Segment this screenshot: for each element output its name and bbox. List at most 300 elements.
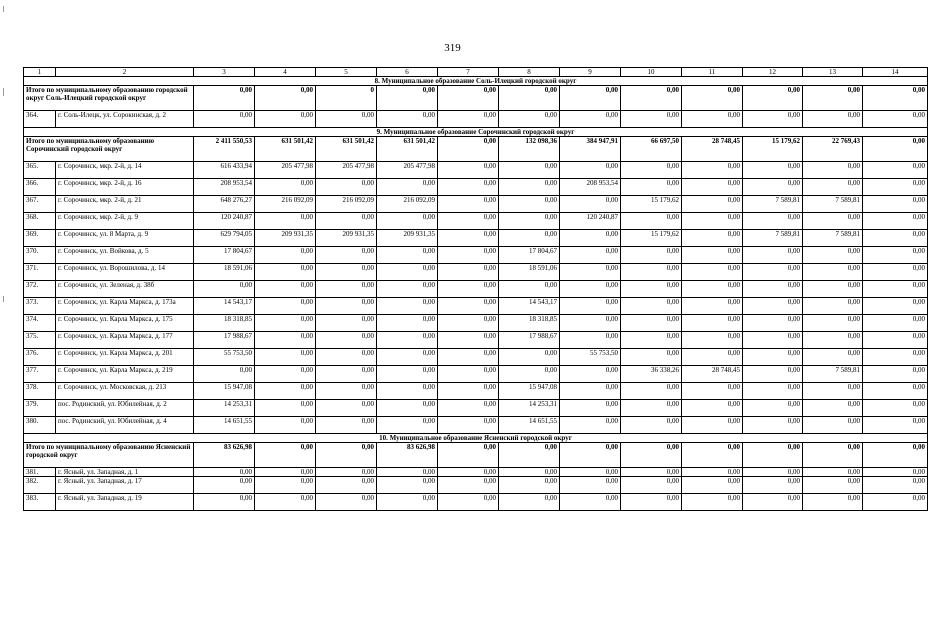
row-index: 364. xyxy=(24,111,56,128)
total-value: 2 411 550,53 xyxy=(194,137,255,162)
row-index: 372. xyxy=(24,281,56,298)
row-value: 0,00 xyxy=(863,383,928,400)
section-total-row xyxy=(24,137,928,162)
section-title: 9. Муниципальное образование Сорочинский городской округ xyxy=(24,128,928,137)
row-value: 0,00 xyxy=(863,196,928,213)
row-value: 0,00 xyxy=(803,494,863,511)
total-value: 15 179,62 xyxy=(743,137,803,162)
row-value: 0,00 xyxy=(438,111,499,128)
row-value: 0,00 xyxy=(743,162,803,179)
total-value: 0,00 xyxy=(682,86,743,111)
total-value: 0,00 xyxy=(255,86,316,111)
row-value: 0,00 xyxy=(560,315,621,332)
row-address: г. Ясный, ул. Западная, д. 19 xyxy=(56,494,194,511)
row-value: 0,00 xyxy=(621,315,682,332)
row-value: 0,00 xyxy=(743,477,803,494)
table-row xyxy=(24,477,928,494)
row-address: г. Сорочинск, ул. Карла Маркса, д. 177 xyxy=(56,332,194,349)
row-value: 0,00 xyxy=(743,315,803,332)
row-index: 375. xyxy=(24,332,56,349)
row-value: 7 589,81 xyxy=(803,196,863,213)
total-value: 0,00 xyxy=(621,443,682,468)
section-total-row xyxy=(24,443,928,468)
row-value: 0,00 xyxy=(863,213,928,230)
total-value: 28 748,45 xyxy=(682,137,743,162)
row-value: 0,00 xyxy=(255,281,316,298)
table-row xyxy=(24,468,928,477)
row-value: 0,00 xyxy=(621,477,682,494)
row-value: 0,00 xyxy=(499,162,560,179)
column-number: 3 xyxy=(194,68,255,77)
row-value: 0,00 xyxy=(560,477,621,494)
row-value: 0,00 xyxy=(621,298,682,315)
row-value: 0,00 xyxy=(377,332,438,349)
column-number-row xyxy=(24,68,928,77)
total-value: 0,00 xyxy=(438,137,499,162)
row-value: 0,00 xyxy=(682,468,743,477)
row-value: 0,00 xyxy=(621,332,682,349)
row-address: г. Сорочинск, мкр. 2-й, д. 21 xyxy=(56,196,194,213)
row-value: 0,00 xyxy=(682,315,743,332)
row-value: 0,00 xyxy=(682,332,743,349)
row-value: 0,00 xyxy=(438,417,499,434)
row-value: 0,00 xyxy=(682,477,743,494)
row-value: 17 804,67 xyxy=(194,247,255,264)
section-header-row xyxy=(24,434,928,443)
row-value: 0,00 xyxy=(316,417,377,434)
row-value: 0,00 xyxy=(438,349,499,366)
row-value: 15 179,62 xyxy=(621,196,682,213)
row-value: 0,00 xyxy=(377,477,438,494)
total-label: Итого по муниципальному образованию городской округ Соль-Илецкий городской округ xyxy=(24,86,194,111)
total-value: 83 626,98 xyxy=(377,443,438,468)
row-address: г. Ясный, ул. Западная, д. 1 xyxy=(56,468,194,477)
row-value: 0,00 xyxy=(743,298,803,315)
row-address: пос. Родинский, ул. Юбилейная, д. 2 xyxy=(56,400,194,417)
row-value: 0,00 xyxy=(255,400,316,417)
row-value: 216 092,09 xyxy=(255,196,316,213)
row-index: 376. xyxy=(24,349,56,366)
row-index: 378. xyxy=(24,383,56,400)
table-row xyxy=(24,196,928,213)
row-value: 0,00 xyxy=(803,468,863,477)
row-value: 0,00 xyxy=(803,417,863,434)
row-value: 0,00 xyxy=(682,281,743,298)
row-value: 0,00 xyxy=(316,468,377,477)
row-value: 0,00 xyxy=(743,494,803,511)
row-value: 0,00 xyxy=(316,366,377,383)
row-value: 7 589,81 xyxy=(803,366,863,383)
scan-margin-mark xyxy=(3,296,4,302)
row-value: 0,00 xyxy=(682,213,743,230)
row-value: 0,00 xyxy=(682,111,743,128)
row-value: 0,00 xyxy=(438,281,499,298)
row-index: 365. xyxy=(24,162,56,179)
row-value: 0,00 xyxy=(438,494,499,511)
row-address: г. Сорочинск, ул. Ворошилова, д. 14 xyxy=(56,264,194,281)
row-value: 0,00 xyxy=(377,315,438,332)
row-index: 366. xyxy=(24,179,56,196)
row-value: 14 253,31 xyxy=(194,400,255,417)
row-value: 0,00 xyxy=(377,349,438,366)
total-value: 0,00 xyxy=(621,86,682,111)
row-index: 370. xyxy=(24,247,56,264)
row-value: 0,00 xyxy=(316,494,377,511)
row-value: 0,00 xyxy=(682,349,743,366)
row-value: 0,00 xyxy=(682,162,743,179)
row-value: 0,00 xyxy=(316,247,377,264)
row-value: 0,00 xyxy=(194,494,255,511)
total-value: 0,00 xyxy=(194,86,255,111)
row-value: 0,00 xyxy=(863,400,928,417)
row-value: 0,00 xyxy=(803,349,863,366)
row-value: 0,00 xyxy=(316,111,377,128)
table-row xyxy=(24,417,928,434)
row-value: 0,00 xyxy=(621,400,682,417)
column-number: 8 xyxy=(499,68,560,77)
row-value: 0,00 xyxy=(803,332,863,349)
row-index: 382. xyxy=(24,477,56,494)
table-row xyxy=(24,111,928,128)
row-value: 0,00 xyxy=(743,281,803,298)
row-value: 0,00 xyxy=(255,494,316,511)
row-value: 0,00 xyxy=(682,494,743,511)
row-value: 0,00 xyxy=(803,383,863,400)
total-value: 0,00 xyxy=(682,443,743,468)
row-value: 0,00 xyxy=(863,111,928,128)
row-value: 0,00 xyxy=(377,400,438,417)
table-row xyxy=(24,247,928,264)
row-index: 368. xyxy=(24,213,56,230)
table-row xyxy=(24,383,928,400)
row-value: 17 804,67 xyxy=(499,247,560,264)
row-index: 381. xyxy=(24,468,56,477)
row-value: 0,00 xyxy=(743,417,803,434)
row-value: 0,00 xyxy=(682,196,743,213)
row-value: 18 591,06 xyxy=(499,264,560,281)
row-value: 0,00 xyxy=(560,247,621,264)
row-address: г. Соль-Илецк, ул. Сорокинская, д. 2 xyxy=(56,111,194,128)
total-value: 0 xyxy=(316,86,377,111)
table-row xyxy=(24,400,928,417)
total-label: Итого по муниципальному образованию Ясненский городской округ xyxy=(24,443,194,468)
table-row xyxy=(24,315,928,332)
row-value: 0,00 xyxy=(621,468,682,477)
row-value: 648 276,27 xyxy=(194,196,255,213)
row-value: 0,00 xyxy=(682,298,743,315)
total-value: 0,00 xyxy=(803,443,863,468)
row-value: 0,00 xyxy=(255,468,316,477)
row-value: 0,00 xyxy=(438,230,499,247)
column-number: 9 xyxy=(560,68,621,77)
section-title: 10. Муниципальное образование Ясненский городской округ xyxy=(24,434,928,443)
row-value: 209 931,35 xyxy=(255,230,316,247)
row-value: 0,00 xyxy=(438,477,499,494)
table-row xyxy=(24,162,928,179)
column-number: 10 xyxy=(621,68,682,77)
total-value: 132 098,36 xyxy=(499,137,560,162)
row-value: 0,00 xyxy=(255,417,316,434)
row-value: 208 953,54 xyxy=(560,179,621,196)
row-value: 0,00 xyxy=(863,264,928,281)
total-label: Итого по муниципальному образованию Сорочинский городской округ xyxy=(24,137,194,162)
row-value: 0,00 xyxy=(803,298,863,315)
row-value: 0,00 xyxy=(438,315,499,332)
total-value: 631 501,42 xyxy=(255,137,316,162)
row-value: 0,00 xyxy=(621,179,682,196)
row-value: 14 651,55 xyxy=(499,417,560,434)
row-value: 0,00 xyxy=(560,196,621,213)
row-value: 0,00 xyxy=(743,400,803,417)
row-value: 0,00 xyxy=(621,494,682,511)
row-value: 0,00 xyxy=(316,477,377,494)
row-value: 0,00 xyxy=(863,298,928,315)
row-value: 0,00 xyxy=(255,264,316,281)
row-value: 0,00 xyxy=(743,179,803,196)
total-value: 631 501,42 xyxy=(316,137,377,162)
row-value: 0,00 xyxy=(194,366,255,383)
row-value: 0,00 xyxy=(499,179,560,196)
column-number: 7 xyxy=(438,68,499,77)
row-value: 0,00 xyxy=(316,213,377,230)
row-address: г. Сорочинск, мкр. 2-й, д. 9 xyxy=(56,213,194,230)
total-value: 0,00 xyxy=(743,443,803,468)
row-value: 0,00 xyxy=(377,264,438,281)
column-number: 6 xyxy=(377,68,438,77)
row-value: 0,00 xyxy=(803,315,863,332)
row-value: 0,00 xyxy=(377,179,438,196)
row-value: 0,00 xyxy=(438,179,499,196)
row-value: 0,00 xyxy=(255,383,316,400)
row-value: 0,00 xyxy=(377,247,438,264)
row-value: 0,00 xyxy=(743,247,803,264)
row-value: 0,00 xyxy=(499,494,560,511)
row-value: 0,00 xyxy=(743,111,803,128)
row-value: 7 589,81 xyxy=(743,196,803,213)
row-index: 377. xyxy=(24,366,56,383)
row-address: г. Сорочинск, ул. Карла Маркса, д. 201 xyxy=(56,349,194,366)
row-value: 55 753,50 xyxy=(560,349,621,366)
table-row xyxy=(24,366,928,383)
row-address: г. Ясный, ул. Западная, д. 17 xyxy=(56,477,194,494)
row-address: г. Сорочинск, мкр. 2-й, д. 14 xyxy=(56,162,194,179)
total-value: 0,00 xyxy=(560,443,621,468)
row-value: 0,00 xyxy=(255,213,316,230)
row-value: 18 591,06 xyxy=(194,264,255,281)
column-number: 13 xyxy=(803,68,863,77)
row-value: 0,00 xyxy=(316,298,377,315)
total-value: 0,00 xyxy=(499,86,560,111)
row-value: 0,00 xyxy=(803,179,863,196)
row-index: 383. xyxy=(24,494,56,511)
row-value: 205 477,98 xyxy=(377,162,438,179)
total-value: 0,00 xyxy=(863,86,928,111)
table-row xyxy=(24,349,928,366)
row-value: 0,00 xyxy=(499,468,560,477)
row-value: 0,00 xyxy=(743,383,803,400)
row-value: 0,00 xyxy=(499,213,560,230)
table-row xyxy=(24,281,928,298)
row-value: 0,00 xyxy=(803,111,863,128)
row-address: пос. Родинский, ул. Юбилейная, д. 4 xyxy=(56,417,194,434)
row-value: 0,00 xyxy=(863,230,928,247)
row-value: 14 253,31 xyxy=(499,400,560,417)
scan-margin-mark xyxy=(3,88,4,96)
row-value: 0,00 xyxy=(863,366,928,383)
row-index: 369. xyxy=(24,230,56,247)
row-value: 0,00 xyxy=(803,400,863,417)
section-title: 8. Муниципальное образование Соль-Илецкий городской округ xyxy=(24,77,928,86)
row-value: 18 318,85 xyxy=(194,315,255,332)
row-value: 0,00 xyxy=(316,349,377,366)
column-number: 1 xyxy=(24,68,56,77)
row-value: 0,00 xyxy=(621,281,682,298)
section-header-row xyxy=(24,77,928,86)
row-value: 0,00 xyxy=(621,162,682,179)
row-value: 0,00 xyxy=(560,111,621,128)
row-value: 0,00 xyxy=(863,162,928,179)
row-address: г. Сорочинск, мкр. 2-й, д. 16 xyxy=(56,179,194,196)
row-value: 0,00 xyxy=(560,468,621,477)
row-address: г. Сорочинск, ул. Зеленая, д. 38б xyxy=(56,281,194,298)
row-value: 0,00 xyxy=(255,366,316,383)
row-value: 0,00 xyxy=(499,196,560,213)
row-value: 216 092,09 xyxy=(316,196,377,213)
row-value: 0,00 xyxy=(803,162,863,179)
row-value: 0,00 xyxy=(438,298,499,315)
budget-table xyxy=(23,67,928,511)
row-value: 0,00 xyxy=(255,315,316,332)
row-value: 120 240,87 xyxy=(560,213,621,230)
row-value: 0,00 xyxy=(499,477,560,494)
row-value: 0,00 xyxy=(803,213,863,230)
row-value: 0,00 xyxy=(682,230,743,247)
row-value: 0,00 xyxy=(743,366,803,383)
row-value: 0,00 xyxy=(194,477,255,494)
row-value: 0,00 xyxy=(438,213,499,230)
table-row xyxy=(24,230,928,247)
row-value: 0,00 xyxy=(499,281,560,298)
row-value: 0,00 xyxy=(194,468,255,477)
total-value: 384 947,91 xyxy=(560,137,621,162)
row-value: 0,00 xyxy=(316,315,377,332)
row-value: 0,00 xyxy=(743,213,803,230)
row-value: 0,00 xyxy=(560,494,621,511)
row-value: 0,00 xyxy=(621,213,682,230)
row-value: 0,00 xyxy=(438,196,499,213)
column-number: 11 xyxy=(682,68,743,77)
row-value: 0,00 xyxy=(803,264,863,281)
row-value: 0,00 xyxy=(255,332,316,349)
row-value: 0,00 xyxy=(803,247,863,264)
row-value: 0,00 xyxy=(255,477,316,494)
row-value: 0,00 xyxy=(377,383,438,400)
total-value: 0,00 xyxy=(377,86,438,111)
total-value: 83 626,98 xyxy=(194,443,255,468)
row-value: 0,00 xyxy=(316,264,377,281)
row-value: 0,00 xyxy=(863,477,928,494)
table-row xyxy=(24,213,928,230)
row-value: 0,00 xyxy=(621,349,682,366)
row-value: 0,00 xyxy=(377,111,438,128)
row-value: 0,00 xyxy=(316,281,377,298)
row-value: 0,00 xyxy=(863,494,928,511)
row-index: 367. xyxy=(24,196,56,213)
row-value: 7 589,81 xyxy=(743,230,803,247)
table-body xyxy=(24,68,928,511)
row-value: 0,00 xyxy=(682,400,743,417)
column-number: 5 xyxy=(316,68,377,77)
row-value: 0,00 xyxy=(682,179,743,196)
row-value: 0,00 xyxy=(560,281,621,298)
row-value: 0,00 xyxy=(438,400,499,417)
row-value: 0,00 xyxy=(743,332,803,349)
row-value: 209 931,35 xyxy=(377,230,438,247)
row-value: 0,00 xyxy=(377,213,438,230)
total-value: 0,00 xyxy=(499,443,560,468)
row-value: 629 794,05 xyxy=(194,230,255,247)
total-value: 0,00 xyxy=(316,443,377,468)
row-value: 0,00 xyxy=(194,281,255,298)
total-value: 0,00 xyxy=(803,86,863,111)
row-value: 0,00 xyxy=(560,366,621,383)
table-row xyxy=(24,179,928,196)
total-value: 22 769,43 xyxy=(803,137,863,162)
row-value: 0,00 xyxy=(255,298,316,315)
row-value: 209 931,35 xyxy=(316,230,377,247)
row-value: 0,00 xyxy=(743,468,803,477)
row-value: 14 543,17 xyxy=(194,298,255,315)
total-value: 0,00 xyxy=(438,443,499,468)
row-value: 0,00 xyxy=(863,281,928,298)
column-number: 12 xyxy=(743,68,803,77)
row-value: 120 240,87 xyxy=(194,213,255,230)
row-value: 0,00 xyxy=(438,468,499,477)
row-index: 371. xyxy=(24,264,56,281)
row-value: 0,00 xyxy=(682,383,743,400)
row-value: 0,00 xyxy=(316,383,377,400)
row-value: 0,00 xyxy=(316,332,377,349)
row-address: г. Сорочинск, ул. Московская, д. 213 xyxy=(56,383,194,400)
row-value: 15 947,08 xyxy=(499,383,560,400)
row-value: 0,00 xyxy=(377,281,438,298)
row-value: 0,00 xyxy=(499,366,560,383)
row-value: 216 092,09 xyxy=(377,196,438,213)
row-value: 0,00 xyxy=(560,264,621,281)
total-value: 0,00 xyxy=(255,443,316,468)
row-value: 0,00 xyxy=(560,332,621,349)
row-address: г. Сорочинск, ул. Карла Маркса, д. 175 xyxy=(56,315,194,332)
row-value: 0,00 xyxy=(863,332,928,349)
row-value: 0,00 xyxy=(377,298,438,315)
column-number: 2 xyxy=(56,68,194,77)
row-index: 373. xyxy=(24,298,56,315)
row-value: 0,00 xyxy=(438,162,499,179)
row-value: 15 947,08 xyxy=(194,383,255,400)
row-index: 379. xyxy=(24,400,56,417)
row-value: 0,00 xyxy=(499,230,560,247)
row-value: 205 477,98 xyxy=(255,162,316,179)
section-header-row xyxy=(24,128,928,137)
row-address: г. Сорочинск, ул. Карла Маркса, д. 219 xyxy=(56,366,194,383)
column-number: 4 xyxy=(255,68,316,77)
total-value: 0,00 xyxy=(863,137,928,162)
table-row xyxy=(24,264,928,281)
row-value: 0,00 xyxy=(560,298,621,315)
row-value: 0,00 xyxy=(560,162,621,179)
row-value: 205 477,98 xyxy=(316,162,377,179)
row-value: 0,00 xyxy=(316,400,377,417)
